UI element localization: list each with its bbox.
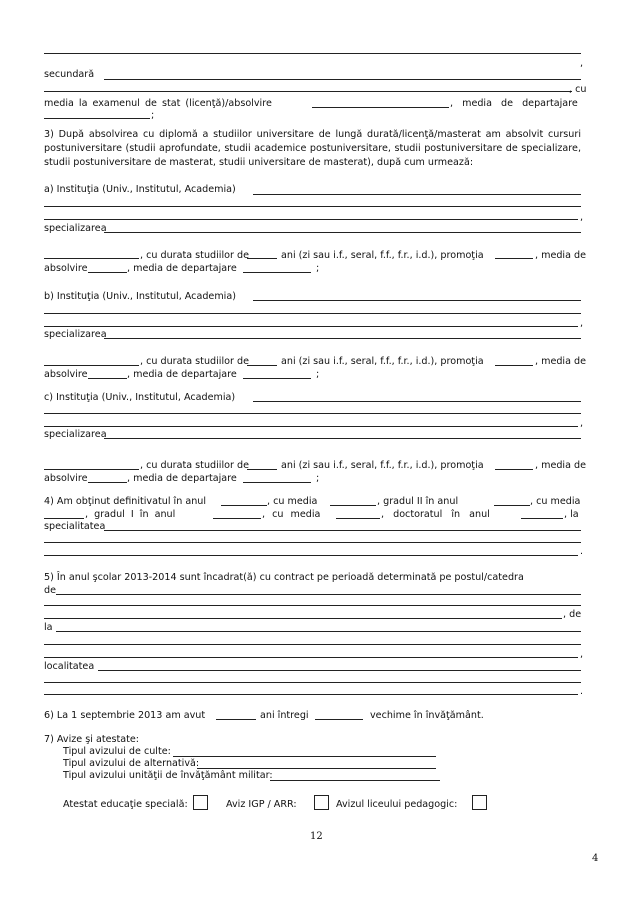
fill-line[interactable] xyxy=(253,401,581,402)
fill-line[interactable] xyxy=(44,91,572,92)
absolvire-label: absolvire xyxy=(44,263,88,274)
corner-number: 4 xyxy=(592,853,599,864)
fill-line[interactable] xyxy=(330,505,376,506)
media-label: , media de xyxy=(535,356,587,367)
ani-label: ani (zi sau i.f., seral, f.f., f.r., i.d.), promoţia xyxy=(281,460,484,471)
fill-line[interactable] xyxy=(44,518,84,519)
durata-label: , cu durata studiilor de xyxy=(140,250,249,261)
comma: , xyxy=(580,418,584,429)
fill-line[interactable] xyxy=(56,631,581,632)
institution-a-label: a) Instituţia (Univ., Institutul, Academia) xyxy=(44,184,236,195)
fill-line[interactable] xyxy=(247,365,277,366)
fill-line[interactable] xyxy=(44,426,578,427)
s5-line1: 5) În anul şcolar 2013-2014 sunt încadrat(ă) cu contract pe perioadă determinată pe postul/catedra xyxy=(44,572,524,583)
institution-b-label: b) Instituţia (Univ., Institutul, Academia) xyxy=(44,291,236,302)
fill-line[interactable] xyxy=(315,719,363,720)
fill-line[interactable] xyxy=(104,438,581,439)
fill-line[interactable] xyxy=(494,505,530,506)
label-media-dep: , media de departajare xyxy=(450,98,578,109)
checkbox-aviz-igp[interactable] xyxy=(314,795,329,810)
s7-militar: Tipul avizului unităţii de învăţământ militar: xyxy=(63,770,273,781)
fill-line[interactable] xyxy=(270,780,440,781)
specializare-label: specializarea xyxy=(44,429,107,440)
comma: , xyxy=(580,318,584,329)
fill-line[interactable] xyxy=(44,313,581,314)
s4-grad2: , gradul II în anul xyxy=(377,496,459,507)
fill-line[interactable] xyxy=(495,258,533,259)
fill-line[interactable] xyxy=(88,482,127,483)
ani-label: ani (zi sau i.f., seral, f.f., f.r., i.d.), promoţia xyxy=(281,250,484,261)
fill-line[interactable] xyxy=(104,79,581,80)
ani-label: ani (zi sau i.f., seral, f.f., f.r., i.d.), promoţia xyxy=(281,356,484,367)
s6-vechime: vechime în învăţământ. xyxy=(370,710,484,721)
fill-line[interactable] xyxy=(312,107,449,108)
fill-line[interactable] xyxy=(44,413,581,414)
s4-la: , la xyxy=(564,509,579,520)
fill-line[interactable] xyxy=(44,118,150,119)
comma: , xyxy=(580,649,584,660)
specializare-label: specializarea xyxy=(44,223,107,234)
media-dep-label: , media de departajare xyxy=(127,473,237,484)
fill-line[interactable] xyxy=(336,518,380,519)
fill-line[interactable] xyxy=(213,518,261,519)
absolvire-label: absolvire xyxy=(44,369,88,380)
s4-media3: , cu media xyxy=(262,509,321,520)
period: . xyxy=(580,546,584,557)
s4-doctorat: , doctoratul în anul xyxy=(381,509,490,520)
fill-line[interactable] xyxy=(104,232,581,233)
fill-line[interactable] xyxy=(44,326,578,327)
s7-alternativa: Tipul avizului de alternativă: xyxy=(63,758,200,769)
fill-line[interactable] xyxy=(221,505,267,506)
fill-line[interactable] xyxy=(247,258,277,259)
s4-definitivat: 4) Am obţinut definitivatul în anul xyxy=(44,496,207,507)
durata-label: , cu durata studiilor de xyxy=(140,460,249,471)
s6-label: 6) La 1 septembrie 2013 am avut xyxy=(44,710,206,721)
fill-line[interactable] xyxy=(521,518,563,519)
fill-line[interactable] xyxy=(44,694,578,695)
s4-grad1: , gradul I în anul xyxy=(85,509,176,520)
label-cu: , cu xyxy=(569,84,587,95)
media-label: , media de xyxy=(535,250,587,261)
fill-line[interactable] xyxy=(44,644,581,645)
s5-de: de xyxy=(44,585,56,596)
checkbox-liceu-pedagogic[interactable] xyxy=(472,795,487,810)
fill-line[interactable] xyxy=(243,378,311,379)
durata-label: , cu durata studiilor de xyxy=(140,356,249,367)
fill-line[interactable] xyxy=(44,365,139,366)
label-secundara: secundară xyxy=(44,69,95,80)
fill-line[interactable] xyxy=(104,530,581,531)
period: . xyxy=(580,686,584,697)
fill-line[interactable] xyxy=(44,206,581,207)
comma: , xyxy=(580,58,584,69)
fill-line[interactable] xyxy=(44,469,139,470)
media-dep-label: , media de departajare xyxy=(127,369,237,380)
s5-la: la xyxy=(44,622,53,633)
fill-line[interactable] xyxy=(495,365,533,366)
s7-title: 7) Avize şi atestate: xyxy=(44,734,140,745)
fill-line[interactable] xyxy=(495,469,533,470)
fill-line[interactable] xyxy=(44,542,581,543)
s7-culte: Tipul avizului de culte: xyxy=(63,746,171,757)
s5-localitatea: localitatea xyxy=(44,661,95,672)
fill-line[interactable] xyxy=(243,482,311,483)
s5-de2: , de xyxy=(563,609,582,620)
s4-media2: , cu media xyxy=(530,496,581,507)
absolvire-label: absolvire xyxy=(44,473,88,484)
label-media-exam: media la examenul de stat (licenţă)/absolvire xyxy=(44,98,272,109)
fill-line[interactable] xyxy=(216,719,256,720)
check-label-educatie: Atestat educaţie specială: xyxy=(63,799,188,810)
s6-ani: ani întregi xyxy=(260,710,309,721)
page-number: 12 xyxy=(310,831,323,842)
checkbox-educatie-speciala[interactable] xyxy=(193,795,208,810)
fill-line[interactable] xyxy=(44,555,578,556)
institution-c-label: c) Instituţia (Univ., Institutul, Academia) xyxy=(44,392,236,403)
fill-line[interactable] xyxy=(253,194,581,195)
comma: , xyxy=(580,212,584,223)
fill-line[interactable] xyxy=(243,272,311,273)
fill-line[interactable] xyxy=(253,300,581,301)
media-label: , media de xyxy=(535,460,587,471)
specializare-label: specializarea xyxy=(44,329,107,340)
s3-line1: 3) După absolvirea cu diplomă a studiilor universitare de lungă durată/licenţă/masterat am absolvit cursuri xyxy=(44,129,581,140)
fill-line[interactable] xyxy=(44,605,581,606)
check-label-liceu: Avizul liceului pedagogic: xyxy=(336,799,458,810)
fill-line[interactable] xyxy=(197,768,436,769)
fill-line[interactable] xyxy=(44,657,578,658)
fill-line[interactable] xyxy=(44,53,581,54)
check-label-igp: Aviz IGP / ARR: xyxy=(226,799,297,810)
fill-line[interactable] xyxy=(44,258,139,259)
semicolon: ; xyxy=(316,369,320,380)
s4-media1: , cu media xyxy=(267,496,318,507)
s3-line2: postuniversitare (studii aprofundate, studii academice postuniversitare, studii postuniversitare de specializare, xyxy=(44,143,581,154)
fill-line[interactable] xyxy=(44,219,578,220)
semicolon: ; xyxy=(316,263,320,274)
fill-line[interactable] xyxy=(247,469,277,470)
media-dep-label: , media de departajare xyxy=(127,263,237,274)
fill-line[interactable] xyxy=(173,756,436,757)
fill-line[interactable] xyxy=(88,378,127,379)
fill-line[interactable] xyxy=(44,682,581,683)
semicolon: ; xyxy=(316,473,320,484)
fill-line[interactable] xyxy=(88,272,127,273)
fill-line[interactable] xyxy=(56,594,581,595)
semicolon: ; xyxy=(151,110,155,121)
s4-specialitatea: specialitatea xyxy=(44,521,106,532)
fill-line[interactable] xyxy=(98,670,581,671)
fill-line[interactable] xyxy=(44,618,562,619)
fill-line[interactable] xyxy=(104,338,581,339)
s3-line3: studii postuniversitare de masterat, studii universitare de masterat), după cum urmează: xyxy=(44,157,474,168)
